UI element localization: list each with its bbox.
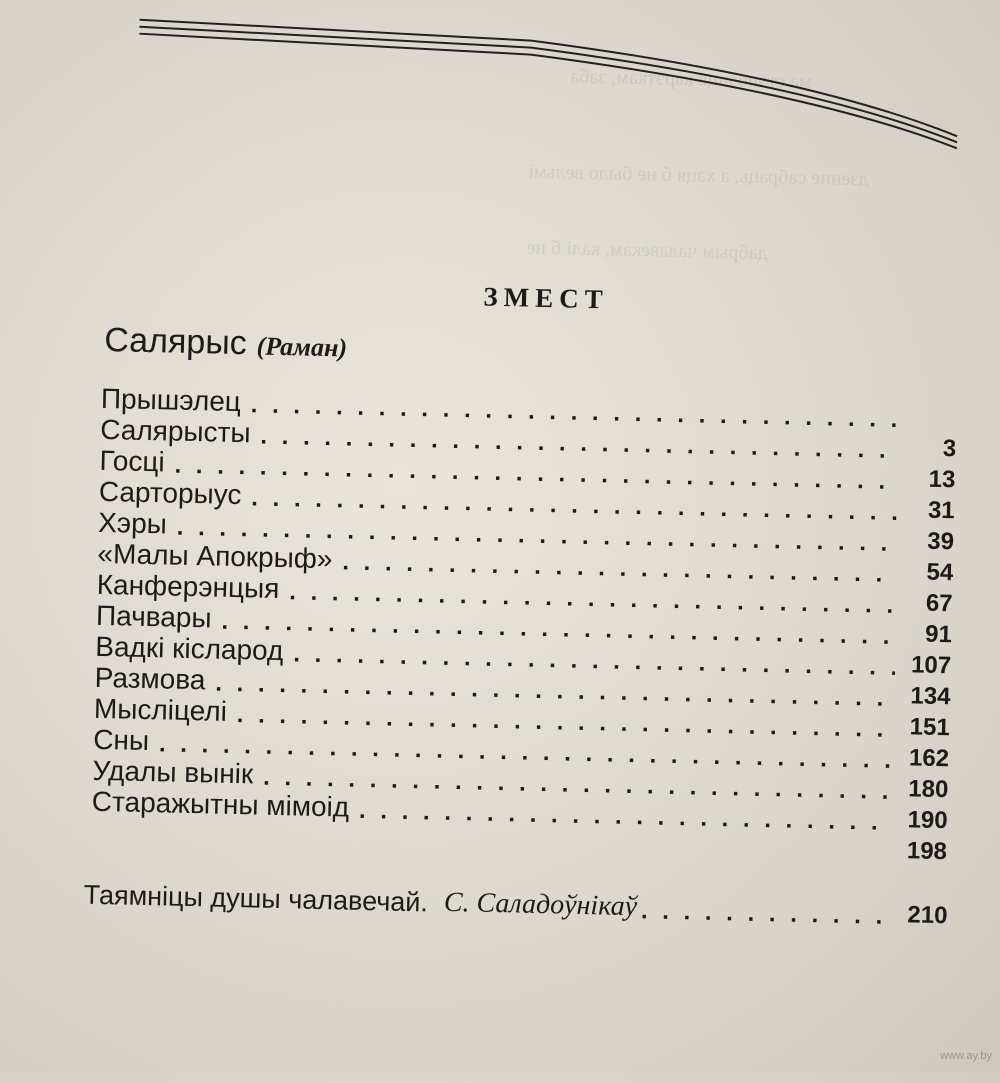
appendix-author: С. Саладоўнікаў xyxy=(443,886,638,923)
toc-appendix-row[interactable] xyxy=(83,879,948,931)
toc-row[interactable]: Пачвары . . . 91 xyxy=(96,600,952,650)
appendix-page: 210 xyxy=(907,901,948,930)
table-of-contents xyxy=(91,383,957,867)
bleed-through-text: дабрым чалавекам, калі б не xyxy=(526,236,768,264)
toc-row[interactable]: Мысліцелі . . . 151 xyxy=(94,693,950,743)
toc-row[interactable]: Размова . . . 134 xyxy=(94,662,950,712)
book-title xyxy=(104,321,348,366)
toc-row[interactable]: Канферэнцыя . . . 67 xyxy=(96,569,952,619)
toc-row[interactable]: Удалы вынік . . . 180 xyxy=(92,755,948,805)
page-title: ЗМЕСТ xyxy=(483,281,610,315)
toc-row[interactable]: Сарторыус . . . 31 xyxy=(99,476,955,526)
book-genre: (Раман) xyxy=(256,331,348,363)
toc-row[interactable]: «Малы Апокрыф» . . . 54 xyxy=(97,538,953,588)
appendix-title: Таямніцы душы чалавечай. xyxy=(83,879,429,918)
bleed-through-text: дзенне сабраць, а хаця б не было вельмі xyxy=(528,160,870,191)
toc-row[interactable]: Хэры . . . 39 xyxy=(98,507,954,557)
toc-row[interactable]: 198 xyxy=(906,837,948,866)
toc-row[interactable]: Салярысты . . . 3 xyxy=(100,414,956,464)
watermark: www.ay.by xyxy=(940,1050,992,1062)
bleed-through-text: ма стэноэнця карэткам, заба xyxy=(570,65,812,93)
decorative-rule xyxy=(9,0,1000,171)
toc-row[interactable]: Госці . . . 13 xyxy=(99,445,955,495)
toc-row[interactable]: Вадкі кісларод . . . 107 xyxy=(95,631,951,681)
toc-row[interactable]: Прышэлец . . . xyxy=(101,383,957,433)
toc-row[interactable]: Сны . . . 162 xyxy=(93,724,949,774)
toc-row[interactable]: Старажытны мімоід . . . 190 xyxy=(92,786,948,836)
book-title-text: Салярыс xyxy=(103,320,248,363)
